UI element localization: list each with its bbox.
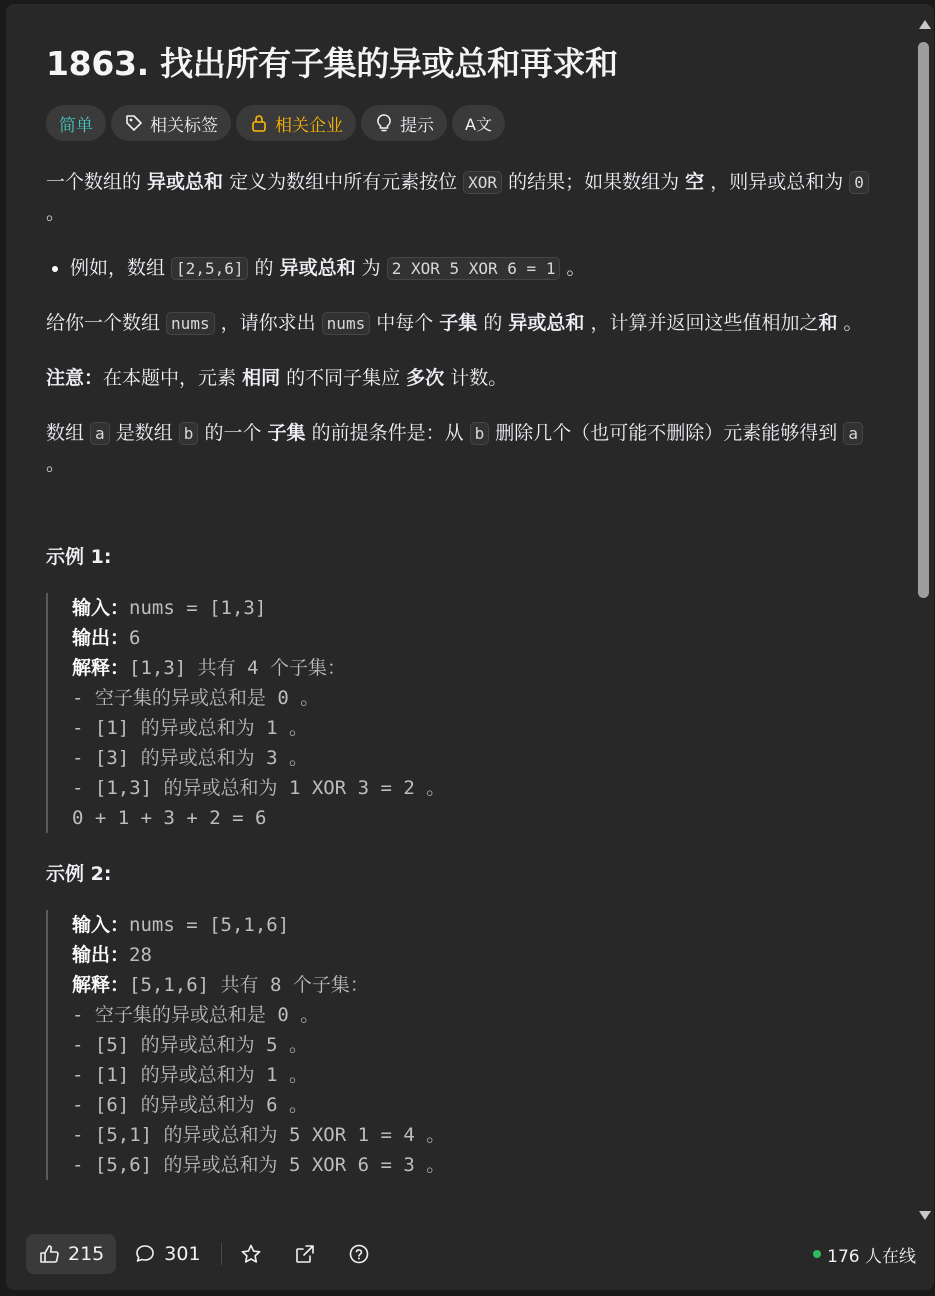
difficulty-badge [46,105,106,141]
thumbs-up-icon [38,1243,60,1265]
emphasis: 和 [818,312,838,334]
explanation-line: [1,3] 共有 4 个子集： [129,657,346,679]
tag-row [46,105,876,141]
description-paragraph-1 [46,167,876,229]
topics-tag-button[interactable] [111,105,231,141]
inline-code: 0 [849,171,869,194]
input-label: 输入： [72,914,130,936]
text: 的一个 [198,422,268,444]
inline-code: b [470,422,490,445]
description-note [46,363,876,394]
text: 一个数组的 [46,171,148,193]
inline-code: a [90,422,110,445]
text: 计数。 [444,367,508,389]
explanation-line: - [6] 的异或总和为 6 。 [72,1094,308,1116]
page-title: 1863. 找出所有子集的异或总和再求和 [46,44,618,83]
scrollbar[interactable] [916,12,932,1222]
lock-icon [249,113,269,133]
emphasis: 多次 [406,367,445,389]
comment-icon [134,1243,156,1265]
text: 是数组 [109,422,179,444]
emphasis: 子集 [439,312,478,334]
lightbulb-icon [374,113,394,133]
scroll-up-arrow-icon[interactable] [919,20,931,29]
explanation-label: 解释： [72,974,130,996]
explanation-line: - [5] 的异或总和为 5 。 [72,1034,308,1056]
emphasis: 相同 [242,367,281,389]
star-icon[interactable] [240,1243,262,1265]
tag-icon [124,113,144,133]
emphasis: 空 [685,171,705,193]
emphasis: 子集 [267,422,306,444]
divider [221,1243,222,1265]
online-dot-icon [813,1250,821,1258]
text: 数组 [46,422,91,444]
example-1-block [46,593,876,833]
description-paragraph-2 [46,308,876,339]
share-icon[interactable] [294,1243,316,1265]
text: 。 [46,453,66,475]
translate-button[interactable] [452,105,505,141]
text: 。 [560,257,586,279]
text: ，计算并返回这些值相加之 [584,312,819,334]
explanation-line: - [1,3] 的异或总和为 1 XOR 3 = 2 。 [72,777,446,799]
scrollbar-thumb[interactable] [918,42,929,598]
example-2-title: 示例 2: [46,863,112,885]
text: 的前提条件是：从 [305,422,470,444]
inline-code: b [179,422,199,445]
inline-code: [2,5,6] [171,257,248,280]
explanation-line: [5,1,6] 共有 8 个子集： [129,974,369,996]
text: 删除几个（也可能不删除）元素能够得到 [489,422,844,444]
description-paragraph-4 [46,418,876,480]
hint-label: 提示 [400,115,434,136]
list-item [70,253,876,284]
text: ，则异或总和为 [704,171,850,193]
text: 中每个 [370,312,440,334]
output-value: 6 [129,627,141,649]
translate-icon: A文 [465,114,492,134]
explanation-line: - 空子集的异或总和是 0 。 [72,1004,320,1026]
output-label: 输出： [72,944,130,966]
input-value: nums = [1,3] [129,597,267,619]
explanation-line: - 空子集的异或总和是 0 。 [72,687,320,709]
like-button[interactable] [26,1234,116,1274]
text: 的 [248,257,280,279]
comments-button[interactable] [134,1243,200,1265]
example-1-title: 示例 1: [46,546,112,568]
scroll-down-arrow-icon[interactable] [919,1211,931,1220]
text: 。 [46,202,66,224]
companies-tag-label: 相关企业 [275,115,343,136]
text: 在本题中，元素 [103,367,243,389]
problem-description[interactable] [6,4,916,1226]
problem-panel [6,4,934,1290]
difficulty-label: 简单 [59,115,93,136]
text: 为 [355,257,387,279]
explanation-line: - [1] 的异或总和为 1 。 [72,717,308,739]
output-value: 28 [129,944,152,966]
text: 的 [477,312,509,334]
example-list [46,253,876,284]
emphasis: 异或总和 [279,257,356,279]
text: 例如，数组 [70,257,172,279]
hint-button[interactable] [361,105,447,141]
input-label: 输入： [72,597,130,619]
explanation-line: - [5,6] 的异或总和为 5 XOR 6 = 3 。 [72,1154,446,1176]
online-status [813,1242,916,1267]
help-icon[interactable] [348,1243,370,1265]
text: 定义为数组中所有元素按位 [223,171,464,193]
text: 。 [837,312,863,334]
text: ，请你求出 [214,312,322,334]
text: 的结果；如果数组为 [502,171,686,193]
inline-code: 2 XOR 5 XOR 6 = 1 [387,257,561,280]
topics-tag-label: 相关标签 [150,115,218,136]
emphasis: 异或总和 [508,312,585,334]
comment-count: 301 [164,1243,201,1265]
example-2-block [46,910,876,1180]
like-count: 215 [68,1243,105,1265]
inline-code: a [843,422,863,445]
inline-code: XOR [463,171,502,194]
text: 的不同子集应 [280,367,407,389]
input-value: nums = [5,1,6] [129,914,290,936]
text: 给你一个数组 [46,312,167,334]
action-bar [6,1226,934,1282]
inline-code: nums [166,312,215,335]
inline-code: nums [322,312,371,335]
companies-tag-button[interactable] [236,105,356,141]
explanation-line: - [1] 的异或总和为 1 。 [72,1064,308,1086]
online-count: 176 人在线 [827,1246,916,1267]
output-label: 输出： [72,627,130,649]
explanation-label: 解释： [72,657,130,679]
explanation-line: - [5,1] 的异或总和为 5 XOR 1 = 4 。 [72,1124,446,1146]
explanation-line: - [3] 的异或总和为 3 。 [72,747,308,769]
emphasis: 注意： [46,367,104,389]
explanation-line: 0 + 1 + 3 + 2 = 6 [72,807,267,829]
emphasis: 异或总和 [147,171,224,193]
